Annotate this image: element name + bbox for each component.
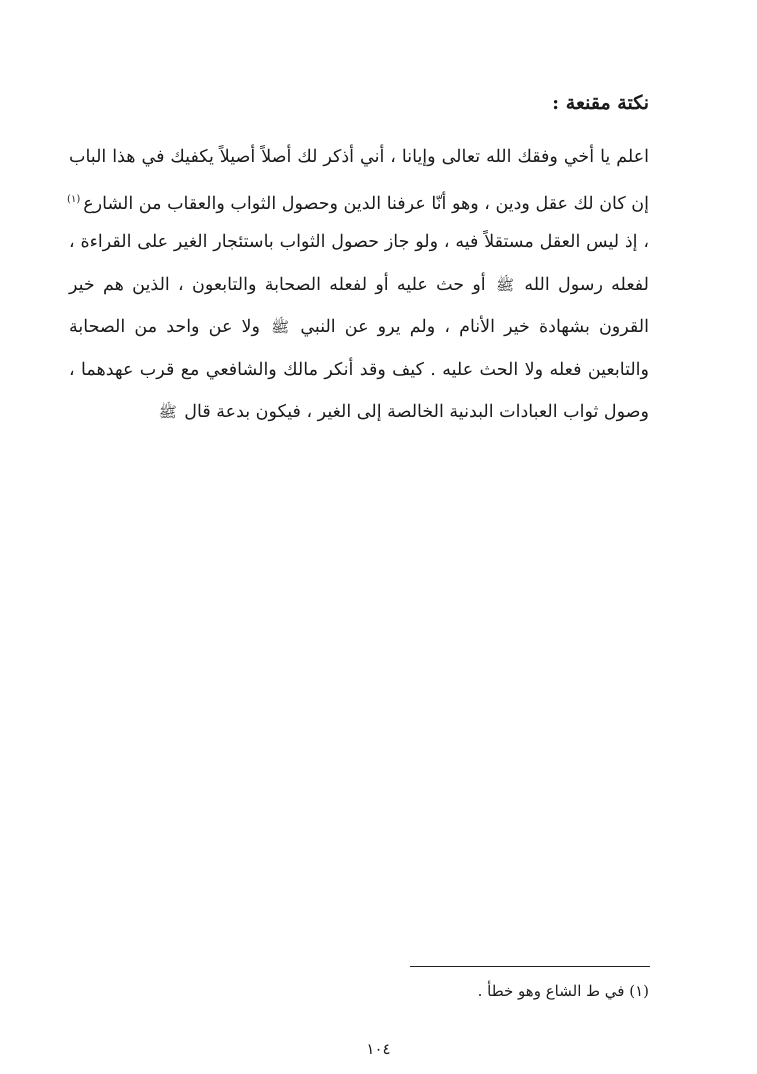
text-line-4-end: أو حث عليه أو لفعله الصحابة والتابعون ، الذين هم خير (69, 274, 486, 295)
text-line-5-end: ولا عن واحد من الصحابة (69, 317, 260, 337)
text-line-7-content: وصول ثواب العبادات البدنية الخالصة إلى الغير ، فيكون بدعة قال (184, 402, 649, 422)
text-line-6: والتابعين فعله ولا الحث عليه . كيف وقد أنكر مالك والشافعي مع قرب عهدهما ، (69, 359, 649, 380)
text-line-1: اعلم يا أخي وفقك الله تعالى وإيانا ، أني أذكر لك أصلاً أصيلاً يكفيك في هذا الباب (69, 147, 649, 167)
text-line-4-start: لفعله رسول الله (524, 274, 649, 295)
text-line-4 (69, 270, 649, 313)
honorific-glyph: ﷺ (271, 318, 290, 336)
footnote: (١) في ط الشاع وهو خطأ . (477, 982, 649, 1000)
honorific-glyph: ﷺ (495, 275, 515, 294)
body-text (69, 142, 649, 440)
text-line-2 (69, 185, 649, 228)
text-line-5 (69, 312, 649, 355)
text-line-7 (69, 397, 649, 440)
footnote-reference: (١) (67, 193, 81, 205)
honorific-glyph: ﷺ (158, 403, 177, 421)
section-heading: نكتة مقنعة : (552, 92, 649, 114)
text-line-3: ، إذ ليس العقل مستقلاً فيه ، ولو جاز حصول الثواب باستئجار الغير على القراءة ، (69, 232, 649, 252)
text-line-5-start: القرون بشهادة خير الأنام ، ولم يرو عن النبي (300, 317, 649, 337)
page-number: ١٠٤ (366, 1040, 391, 1058)
text-line-2-content: إن كان لك عقل ودين ، وهو أنّا عرفنا الدين وحصول الثواب والعقاب من الشارع (83, 193, 649, 214)
footnote-separator (410, 966, 650, 967)
